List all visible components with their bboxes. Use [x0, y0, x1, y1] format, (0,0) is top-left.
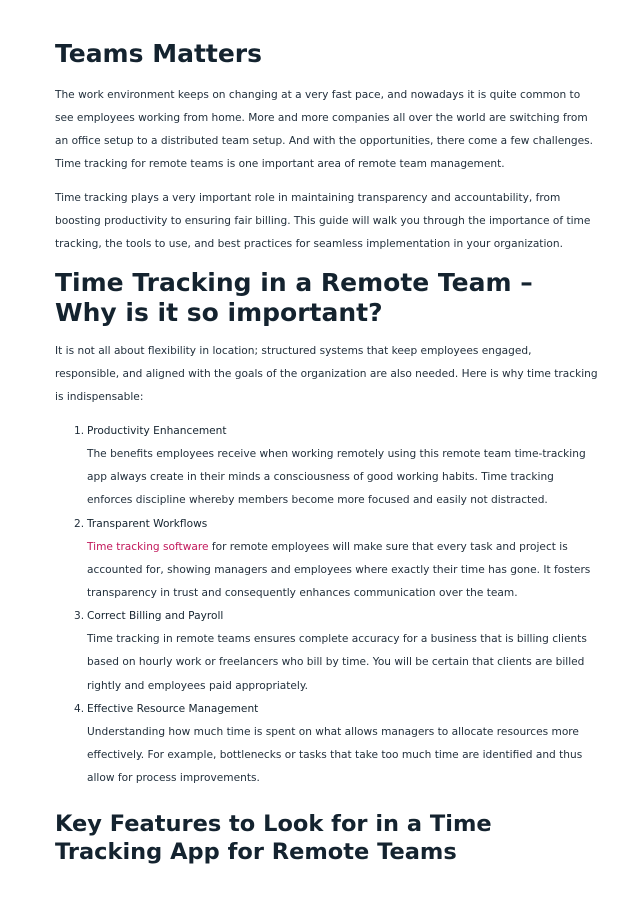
next-section-heading: Key Features to Look for in a Time Tracking App for Remote Teams	[55, 811, 492, 866]
list-item	[55, 420, 598, 513]
list-item-body: The benefits employees receive when working remotely using this remote team time-tracking app always create in their minds a consciousness of good working habits. Time tracking enforces discipline whereby members become more focused and easily not distracted.	[87, 448, 586, 507]
section-intro: It is not all about flexibility in location; structured systems that keep employees engaged, responsible, and aligned with the goals of the organization are also needed. Here is why time tracking is indispensable:	[55, 345, 598, 403]
list-item-title: Effective Resource Management	[87, 702, 259, 715]
list-item-body: Time tracking in remote teams ensures complete accuracy for a business that is billing clients based on hourly work or freelancers who bill by time. You will be certain that clients are billed rightly and employees paid appropriately.	[87, 633, 587, 692]
list-item-number: 4.	[74, 702, 85, 715]
list-item-number: 1.	[74, 425, 85, 437]
list-item-title: Productivity Enhancement	[87, 425, 227, 437]
list-item	[55, 605, 598, 698]
intro-paragraph: Time tracking plays a very important role in maintaining transparency and accountability, from boosting productivity to ensuring fair billing. This guide will walk you through the importance of time tracking, the tools to use, and best practices for seamless implementation in your organization.	[55, 192, 591, 250]
list-item-title: Correct Billing and Payroll	[87, 610, 224, 623]
list-item-body-text: for remote employees will make sure that every task and project is accounted for, showing managers and employees where exactly their time has gone. It fosters transparency in trust and consequently enhances communication over the team.	[87, 540, 591, 600]
reasons-list	[55, 420, 598, 790]
list-item	[55, 513, 598, 606]
list-item-number: 2.	[74, 517, 85, 530]
list-item-number: 3.	[74, 610, 85, 623]
list-item-body	[87, 536, 598, 606]
list-item	[55, 698, 598, 791]
section-heading: Time Tracking in a Remote Team – Why is it so important?	[55, 268, 533, 327]
time-tracking-software-link[interactable]: Time tracking software	[87, 540, 209, 553]
list-item-body: Understanding how much time is spent on what allows managers to allocate resources more effectively. For example, bottlenecks or tasks that take too much time are identified and thus allow for process improvements.	[87, 725, 583, 785]
list-item-title: Transparent Workflows	[87, 517, 208, 530]
intro-paragraph: The work environment keeps on changing at a very fast pace, and nowadays it is quite common to see employees working from home. More and more companies all over the world are switching from an office setup to a distributed team setup. And with the opportunities, there come a few challenges. Time tracking for remote teams is one important area of remote team management.	[55, 89, 594, 170]
page-title: Teams Matters	[55, 39, 263, 68]
